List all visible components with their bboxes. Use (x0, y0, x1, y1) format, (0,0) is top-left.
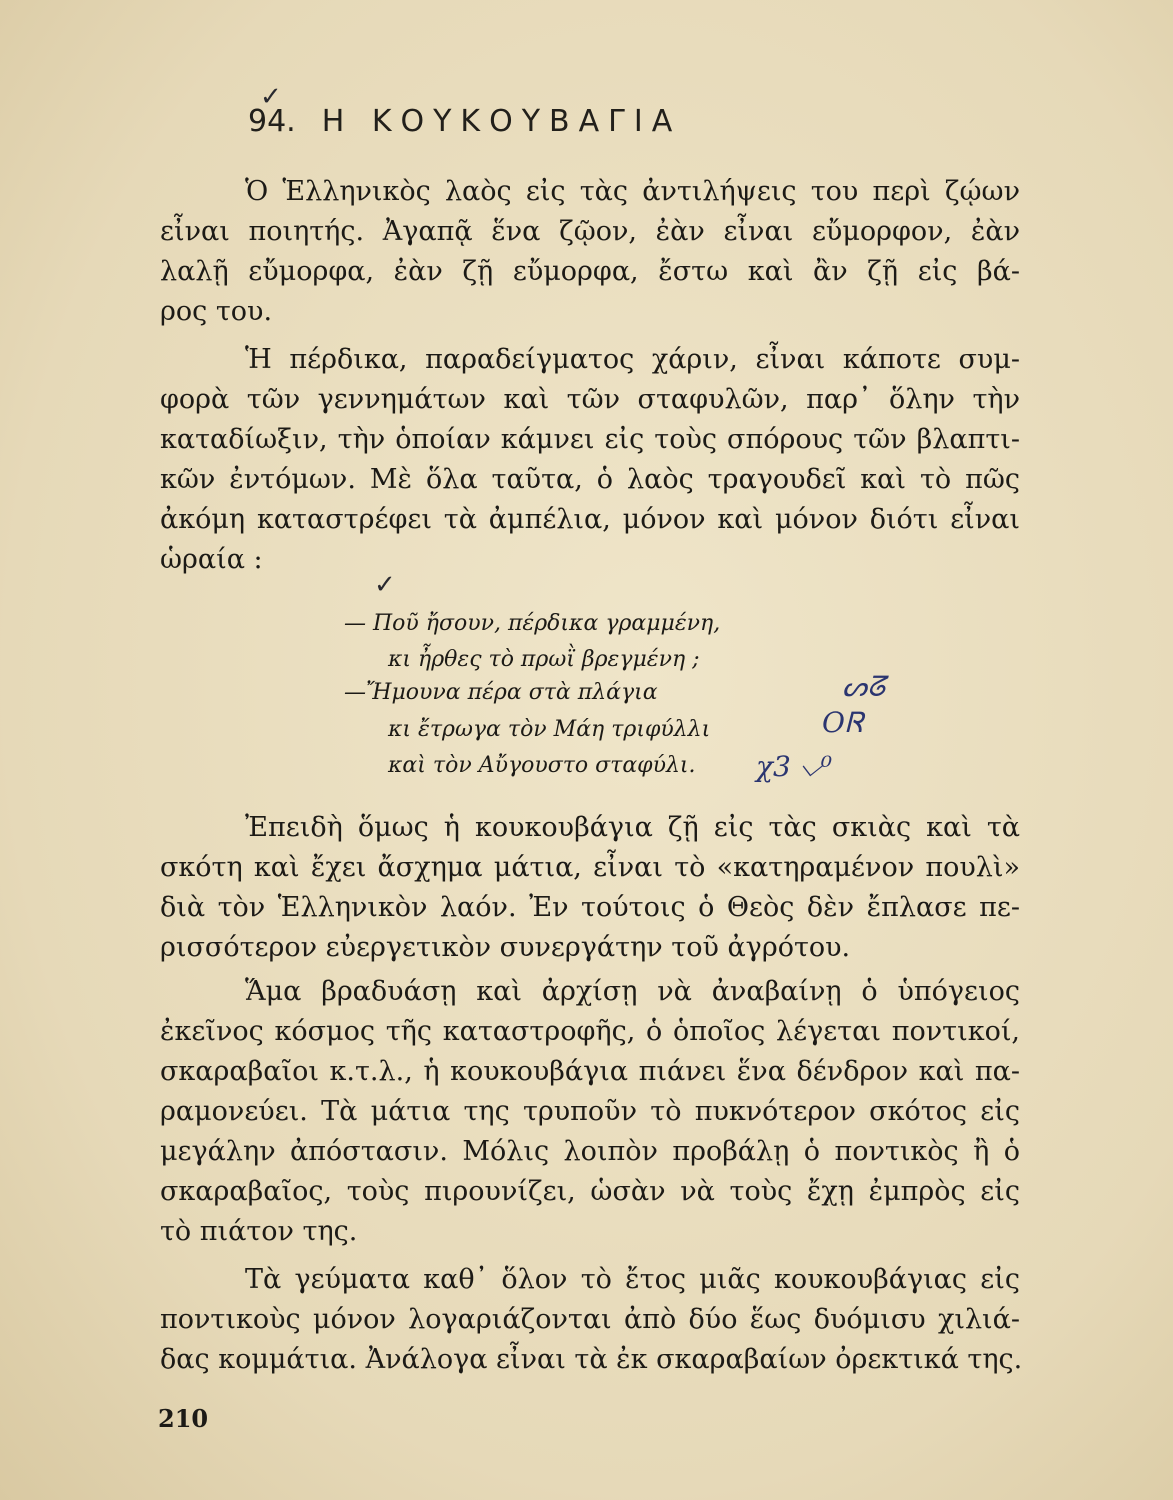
verse-line: —Ἤμουνα πέρα στὰ πλάγια (344, 680, 658, 705)
paragraph-line: Ἐπειδὴ ὅμως ἡ κουκουβάγια ζῇ εἰς τὰς σκιὰς καὶ τὰ (245, 812, 1020, 843)
paragraph-line: ποντικοὺς μόνον λογαριάζονται ἀπὸ δύο ἕως δυόμισυ χιλιά- (160, 1304, 1020, 1335)
paragraph-line: ἀκόμη καταστρέφει τὰ ἀμπέλια, μόνον καὶ μόνον διότι εἶναι (160, 504, 1020, 535)
paragraph-line: σκαραβαῖοι κ.τ.λ., ἡ κουκουβάγια πιάνει ἕνα δένδρον καὶ πα- (160, 1056, 1020, 1087)
paragraph-line: Ἅμα βραδυάσῃ καὶ ἀρχίσῃ νὰ ἀναβαίνῃ ὁ ὑπόγειος (245, 976, 1020, 1007)
paragraph-line: καταδίωξιν, τὴν ὁποίαν κάμνει εἰς τοὺς σπόρους τῶν βλαπτι- (160, 424, 1020, 455)
handwritten-tick-mark: ✓ (260, 82, 282, 112)
paragraph-line: δας κομμάτια. Ἀνάλογα εἶναι τὰ ἐκ σκαραβαίων ὀρεκτικά της. (160, 1344, 1023, 1375)
paragraph-line: κῶν ἐντόμων. Μὲ ὅλα ταῦτα, ὁ λαὸς τραγουδεῖ καὶ τὸ πῶς (160, 464, 1020, 495)
paragraph-line: ρισσότερον εὐεργετικὸν συνεργάτην τοῦ ἀγρότου. (160, 932, 851, 963)
paragraph-line: διὰ τὸν Ἑλληνικὸν λαόν. Ἐν τούτοις ὁ Θεὸς δὲν ἔπλασε πε- (160, 892, 1020, 923)
paragraph-line: ρος του. (160, 296, 273, 327)
verse-line: κι ἔτρωγα τὸν Μάη τριφύλλι (388, 717, 711, 742)
handwritten-note: ΟᏒ (822, 706, 863, 739)
paragraph-line: Ὁ Ἑλληνικὸς λαὸς εἰς τὰς ἀντιλήψεις του περὶ ζῴων (245, 176, 1020, 207)
paragraph-line: φορὰ τῶν γεννημάτων καὶ τῶν σταφυλῶν, παρ᾽ ὅλην τὴν (160, 384, 1020, 415)
paragraph-line: ραμονεύει. Τὰ μάτια της τρυποῦν τὸ πυκνότερον σκότος εἰς (160, 1096, 1020, 1127)
chapter-number: 94. (248, 104, 296, 139)
paragraph-line: λαλῇ εὔμορφα, ἐὰν ζῇ εὔμορφα, ἔστω καὶ ἂν ζῇ εἰς βά- (160, 256, 1020, 287)
verse-line: καὶ τὸν Αὔγουστο σταφύλι. (388, 753, 696, 778)
chapter-heading (248, 104, 681, 139)
paragraph-line: τὸ πιάτον της. (160, 1216, 358, 1247)
paragraph-line: ὡραία : (160, 544, 263, 575)
paragraph-line: Τὰ γεύματα καθ᾽ ὅλον τὸ ἔτος μιᾶς κουκουβάγιας εἰς (245, 1264, 1020, 1295)
paragraph-line: σκαραβαῖος, τοὺς πιρουνίζει, ὡσὰν νὰ τοὺς ἔχῃ ἐμπρὸς εἰς (160, 1176, 1020, 1207)
page-number: 210 (158, 1404, 209, 1433)
paragraph-line: σκότη καὶ ἔχει ἄσχημα μάτια, εἶναι τὸ «κατηραμένον πουλὶ» (160, 852, 1020, 883)
paragraph-line: ἐκεῖνος κόσμος τῆς καταστροφῆς, ὁ ὁποῖος λέγεται ποντικοί, (160, 1016, 1020, 1047)
handwritten-note: ᔕᘔ (842, 670, 886, 703)
verse-line: — Ποῦ ἤσουν, πέρδικα γραμμένη, (344, 611, 721, 636)
handwritten-tick-mark: ✓ (374, 570, 396, 600)
chapter-title: Η ΚΟΥΚΟΥΒΑΓΙΑ (321, 104, 682, 139)
verse-line: κι ἦρθες τὸ πρωῒ βρεγμένη ; (388, 647, 700, 672)
handwritten-note: χ3 ⌵⁰ (756, 750, 833, 783)
paragraph-line: εἶναι ποιητής. Ἀγαπᾷ ἕνα ζῷον, ἐὰν εἶναι εὔμορφον, ἐὰν (160, 216, 1020, 247)
paragraph-line: μεγάλην ἀπόστασιν. Μόλις λοιπὸν προβάλῃ ὁ ποντικὸς ἢ ὁ (160, 1136, 1020, 1167)
paragraph-line: Ἡ πέρδικα, παραδείγματος χάριν, εἶναι κάποτε συμ- (245, 344, 1020, 375)
